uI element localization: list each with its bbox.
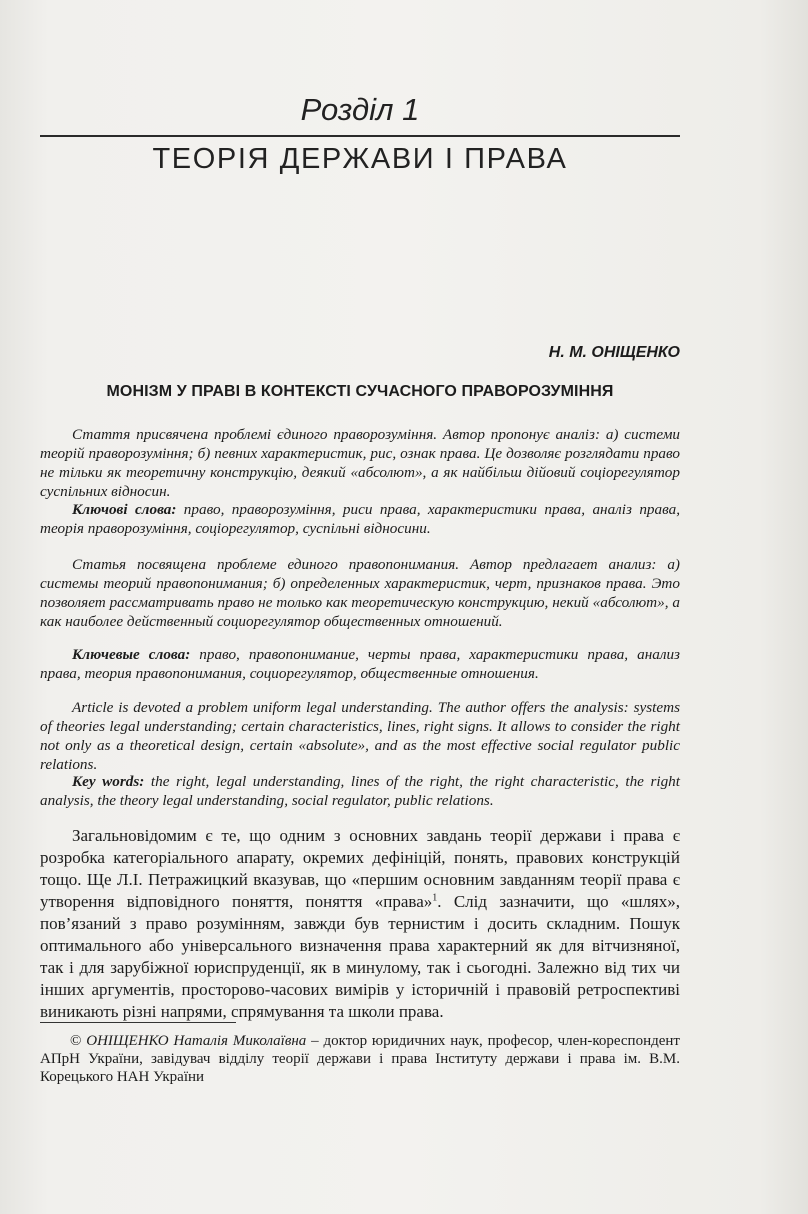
article-title: МОНІЗМ У ПРАВІ В КОНТЕКСТІ СУЧАСНОГО ПРАВОРОЗУМІННЯ xyxy=(106,383,614,400)
author-footnote xyxy=(40,1032,680,1086)
footnote-rule xyxy=(40,1022,236,1023)
keywords-russian-text: право, правопонимание, черты права, характеристики права, анализ права, теория правопонимания, социорегулятор, общественные отношения. xyxy=(40,646,680,682)
keywords-ukrainian-text: право, праворозуміння, риси права, характеристики права, аналіз права, теорія праворозуміння, соціорегулятор, суспільні відносини. xyxy=(40,501,680,537)
footnote-author-name: ОНІЩЕНКО Наталія Миколаївна xyxy=(86,1033,307,1049)
body-text-part2: . Слід зазначити, що «шлях», пов’язаний з право розумінням, завжди був тернистим і досить складним. Пошук оптимального або універсального визначення права характерний як для вітчизняної, так і для зарубіжної юриспруденції, як в минулому, так і сьогодні. Залежно від тих чи інших аргументів, просторово-часових вимірів у історичній і правовій ретроспективі виникають різні напрями, спрямування та школи права. xyxy=(40,892,681,1021)
keywords-ukrainian xyxy=(40,500,680,538)
keywords-english-text: the right, legal understanding, lines of the right, the right characteristic, the right analysis, the theory legal understanding, social regulator, public relations. xyxy=(40,773,680,809)
abstract-english: Article is devoted a problem uniform legal understanding. The author offers the analysis: systems of theories legal understanding; certain characteristics, lines, right signs. It allows to consider the right not only as a theoretical design, certain «absolute», and as the most effective social regulator public relations. xyxy=(40,699,680,773)
keywords-english xyxy=(40,772,680,810)
footnote-copyright: © xyxy=(70,1033,87,1049)
abstract-russian: Статья посвящена проблеме единого правопонимания. Автор предлагает анализ: а) системы теорий правопонимания; б) определенных характеристик, черт, признаков права. Это позволяет рассматривать право не только как теоретическую конструкцию, некий «абсолют», а как наиболее действенный социорегулятор общественных отношений. xyxy=(40,556,680,630)
chapter-heading: Розділ 1 xyxy=(300,92,420,127)
section-heading: ТЕОРІЯ ДЕРЖАВИ І ПРАВА xyxy=(152,143,568,175)
article-author: Н. М. ОНІЩЕНКО xyxy=(548,344,680,361)
body-text-part1: Загальновідомим є те, що одним з основних завдань теорії держави і права є розробка категоріального апарату, окремих дефініцій, понять, правових конструкцій тощо. Ще Л.І. Петражицкий вказував, що «першим основним завданням теорії права є утворення відповідного поняття, поняття «права» xyxy=(40,826,680,911)
footnote-text: – доктор юридичних наук, професор, член-кореспондент АПрН України, завідувач відділу теорії держави і права Інституту держави і права ім. В.М. Корецького НАН України xyxy=(40,1033,680,1085)
keywords-ukrainian-label: Ключові слова: xyxy=(72,501,177,518)
keywords-russian xyxy=(40,645,680,683)
chapter-rule xyxy=(40,135,680,137)
footnote-reference: 1 xyxy=(432,892,438,904)
keywords-english-label: Key words: xyxy=(72,773,145,790)
keywords-russian-label: Ключевые слова: xyxy=(72,646,191,663)
abstract-ukrainian: Стаття присвячена проблемі єдиного праворозуміння. Автор пропонує аналіз: а) системи теорій праворозуміння; б) певних характеристик, рис, ознак права. Це дозволяє розглядати право не тільки як теоретичну конструкцію, деякий «абсолют», а як найбільш дійовий соціорегулятор суспільних відносин. xyxy=(40,426,680,500)
body-paragraph xyxy=(40,825,680,1023)
